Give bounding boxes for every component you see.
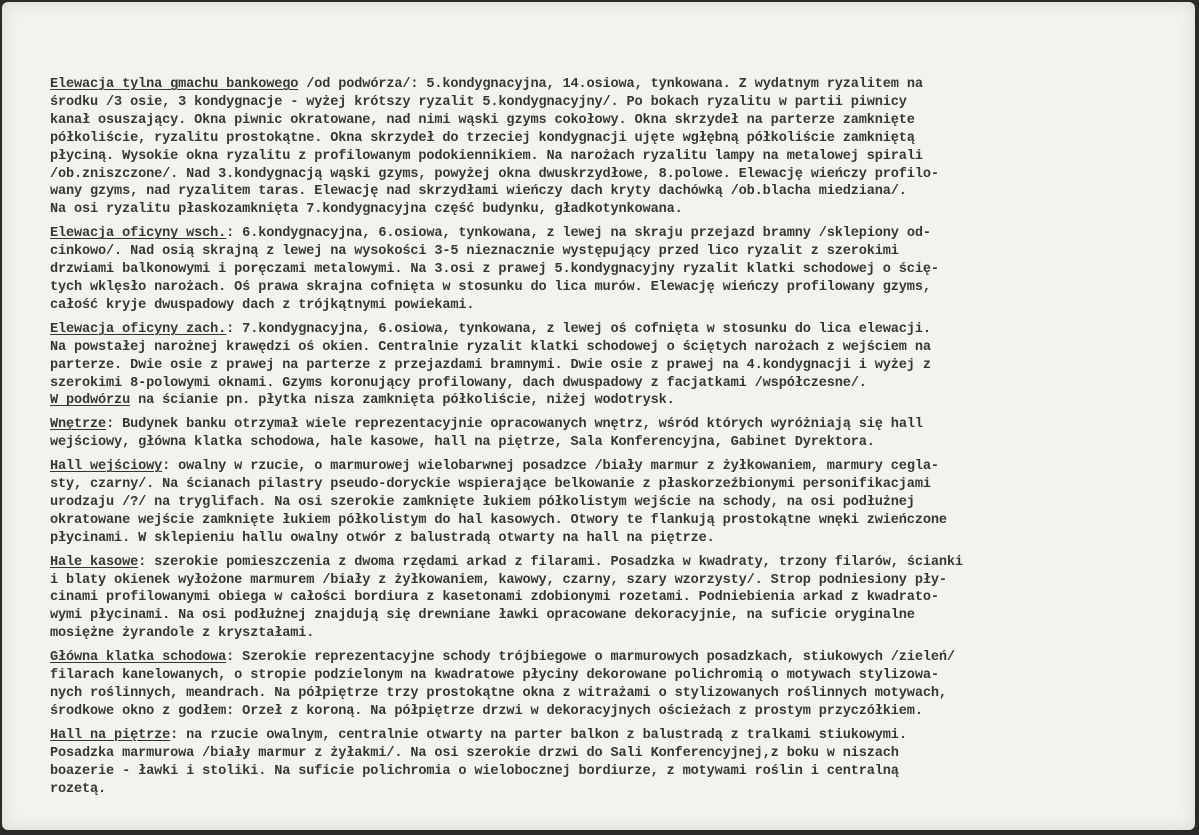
paragraph-klatka-schodowa [50,649,1180,721]
paragraph-oficyna-zach [50,321,1180,411]
heading-oficyna-wsch: Elewacja oficyny wsch. [50,226,227,242]
heading-hall-wejsciowy: Hall wejściowy [50,459,163,475]
text-line: : szerokie pomieszczenia z dwoma rzędami arkad z filarami. Posadzka w kwadraty, trzony filarów, ścianki [138,554,963,570]
paragraph-hall-wejsciowy [50,458,1180,548]
text-line: cinami profilowanymi obiega w całości bordiura z kasetonami zdobionymi rozetami. Podniebienia arkad z kwadrato- [50,590,939,606]
text-line: mosiężne żyrandole z kryształami. [50,626,315,642]
text-line: środku /3 osie, 3 kondygnacje - wyżej krótszy ryzalit 5.kondygnacyjny/. Po bokach ryzalitu w partii piwnicy [50,94,907,110]
text-line: /od podwórza/: 5.kondygnacyjna, 14.osiowa, tynkowana. Z wydatnym ryzalitem na [298,77,923,92]
text-line: /ob.zniszczone/. Nad 3.kondygnacją wąski gzyms, powyżej okna dwuskrzydłowe, 8.polowe. Elewację wieńczy profilo- [50,166,939,182]
heading-oficyna-zach: Elewacja oficyny zach. [50,321,227,337]
heading-klatka-schodowa: Główna klatka schodowa [50,650,227,666]
text-line: nych roślinnych, meandrach. Na półpiętrze trzy prostokątne okna z witrażami o stylizowanych roślinnych motywach, [50,686,947,701]
text-line: wymi płycinami. Na osi podłużnej znajdują się drewniane ławki opracowane dekoracyjnie, na suficie oryginalne [50,608,915,624]
text-line: środkowe okno z godłem: Orzeł z koroną. Na półpiętrze drzwi w dekoracyjnych ościeżach z prostym przyczółkiem. [50,703,923,719]
heading-w-podworzu: W podwórzu [50,393,131,409]
text-line: rozetą. [50,781,107,797]
text-line: wejściowy, główna klatka schodowa, hale kasowe, hall na piętrze, Sala Konferencyjna, Gabinet Dyrektora. [50,435,875,451]
text-line: Na powstałej narożnej krawędzi oś okien. Centralnie ryzalit klatki schodowej o ściętych narożach z wejściem na [50,339,931,355]
text-line: sty, czarny/. Na ścianach pilastry pseudo-doryckie wspierające belkowanie z płaskorzeźbionymi personifikacjami [50,477,931,493]
text-line: : na rzucie owalnym, centralnie otwarty na parter balkon z balustradą z tralkami stiukowymi. [170,727,907,743]
paragraph-oficyna-wsch [50,225,1180,315]
heading-hale-kasowe: Hale kasowe [50,554,139,570]
text-line: drzwiami balkonowymi i poręczami metalowymi. Na 3.osi z prawej 5.kondygnacyjny ryzalit klatki schodowej o ścię- [50,262,939,278]
text-line: : Szerokie reprezentacyjne schody trójbiegowe o marmurowych posadzkach, stiukowych /zieleń/ [226,650,955,666]
heading-elewacja-tylna: Elewacja tylna gmachu bankowego [50,77,299,92]
text-line: : 7.kondygnacyjna, 6.osiowa, tynkowana, z lewej oś cofnięta w stosunku do lica elewacji. [226,321,931,337]
text-line: całość kryje dwuspadowy dach z trójkątnymi powiekami. [50,297,475,313]
text-line: parterze. Dwie osie z prawej na parterze z przejazdami bramnymi. Dwie osie z prawej na 4.kondygnacji i wyżej z [50,357,931,373]
text-line: i blaty okienek wyłożone marmurem /biały z żyłkowaniem, kawowy, czarny, szary wzorzysty/. Strop podniesiony pły- [50,572,947,588]
text-line: boazerie - ławki i stoliki. Na suficie polichromia o wielobocznej bordiurze, z motywami roślin i centralną [50,763,899,779]
text-line: półkoliście, ryzalitu prostokątne. Okna skrzydeł do trzeciej kondygnacji ujęte wgłębną półkoliście zamkniętą [50,130,915,146]
text-line: Posadzka marmurowa /biały marmur z żyłakmi/. Na osi szerokie drzwi do Sali Konferencyjnej,z boku w niszach [50,745,899,761]
text-line: Na osi ryzalitu płaskozamknięta 7.kondygnacyjna część budynku, gładkotynkowana. [50,202,683,218]
paragraph-wnetrze [50,416,1180,452]
paragraph-hale-kasowe [50,554,1180,644]
text-line: na ścianie pn. płytka nisza zamknięta półkoliście, niżej wodotrysk. [130,393,675,409]
text-line: filarach kanelowanych, o stropie podzielonym na kwadratowe płyciny dekorowane polichromią o motywach stylizowa- [50,668,939,684]
heading-hall-na-pietrze: Hall na piętrze [50,727,171,743]
heading-wnetrze: Wnętrze [50,417,107,433]
text-line: : Budynek banku otrzymał wiele reprezentacyjnie opracowanych wnętrz, wśród których wyróżniają się hall [106,417,923,433]
typewritten-text [50,76,1180,804]
text-line: : owalny w rzucie, o marmurowej wielobarwnej posadzce /biały marmur z żyłkowaniem, marmury cegla- [162,459,939,475]
text-line: kanał osuszający. Okna piwnic okratowane, nad nimi wąski gzyms cokołowy. Okna skrzydeł na parterze zamknięte [50,112,915,128]
text-line: szerokimi 8-polowymi oknami. Gzyms koronujący profilowany, dach dwuspadowy z facjatkami /współczesne/. [50,375,867,391]
text-line: okratowane wejście zamknięte łukiem półkolistym do hal kasowych. Otwory te flankują prostokątne wnęki zwieńczone [50,512,947,528]
text-line: płyciną. Wysokie okna ryzalitu z profilowanym podokiennikiem. Na narożach ryzalitu lampy na metalowej spirali [50,148,923,164]
paragraph-elewacja-tylna [50,76,1180,219]
text-line: wany gzyms, nad ryzalitem taras. Elewację nad skrzydłami wieńczy dach kryty dachówką /ob.blacha miedziana/. [50,184,907,200]
text-line: tych wklęsło narożach. Oś prawa skrajna cofnięta w stosunku do lica murów. Elewację wieńczy profilowany gzyms, [50,279,931,295]
document-card [2,2,1195,830]
text-line: : 6.kondygnacyjna, 6.osiowa, tynkowana, z lewej na skraju przejazd bramny /sklepiony od- [226,226,931,242]
text-line: cinkowo/. Nad osią skrajną z lewej na wysokości 3-5 nieznacznie występujący przed lico ryzalit z szerokimi [50,244,899,260]
text-line: płycinami. W sklepieniu hallu owalny otwór z balustradą otwarty na hall na piętrze. [50,530,715,546]
paragraph-hall-na-pietrze [50,727,1180,799]
text-line: urodzaju /?/ na tryglifach. Na osi szerokie zamknięte łukiem półkolistym wejście na schody, na osi podłużnej [50,494,915,510]
